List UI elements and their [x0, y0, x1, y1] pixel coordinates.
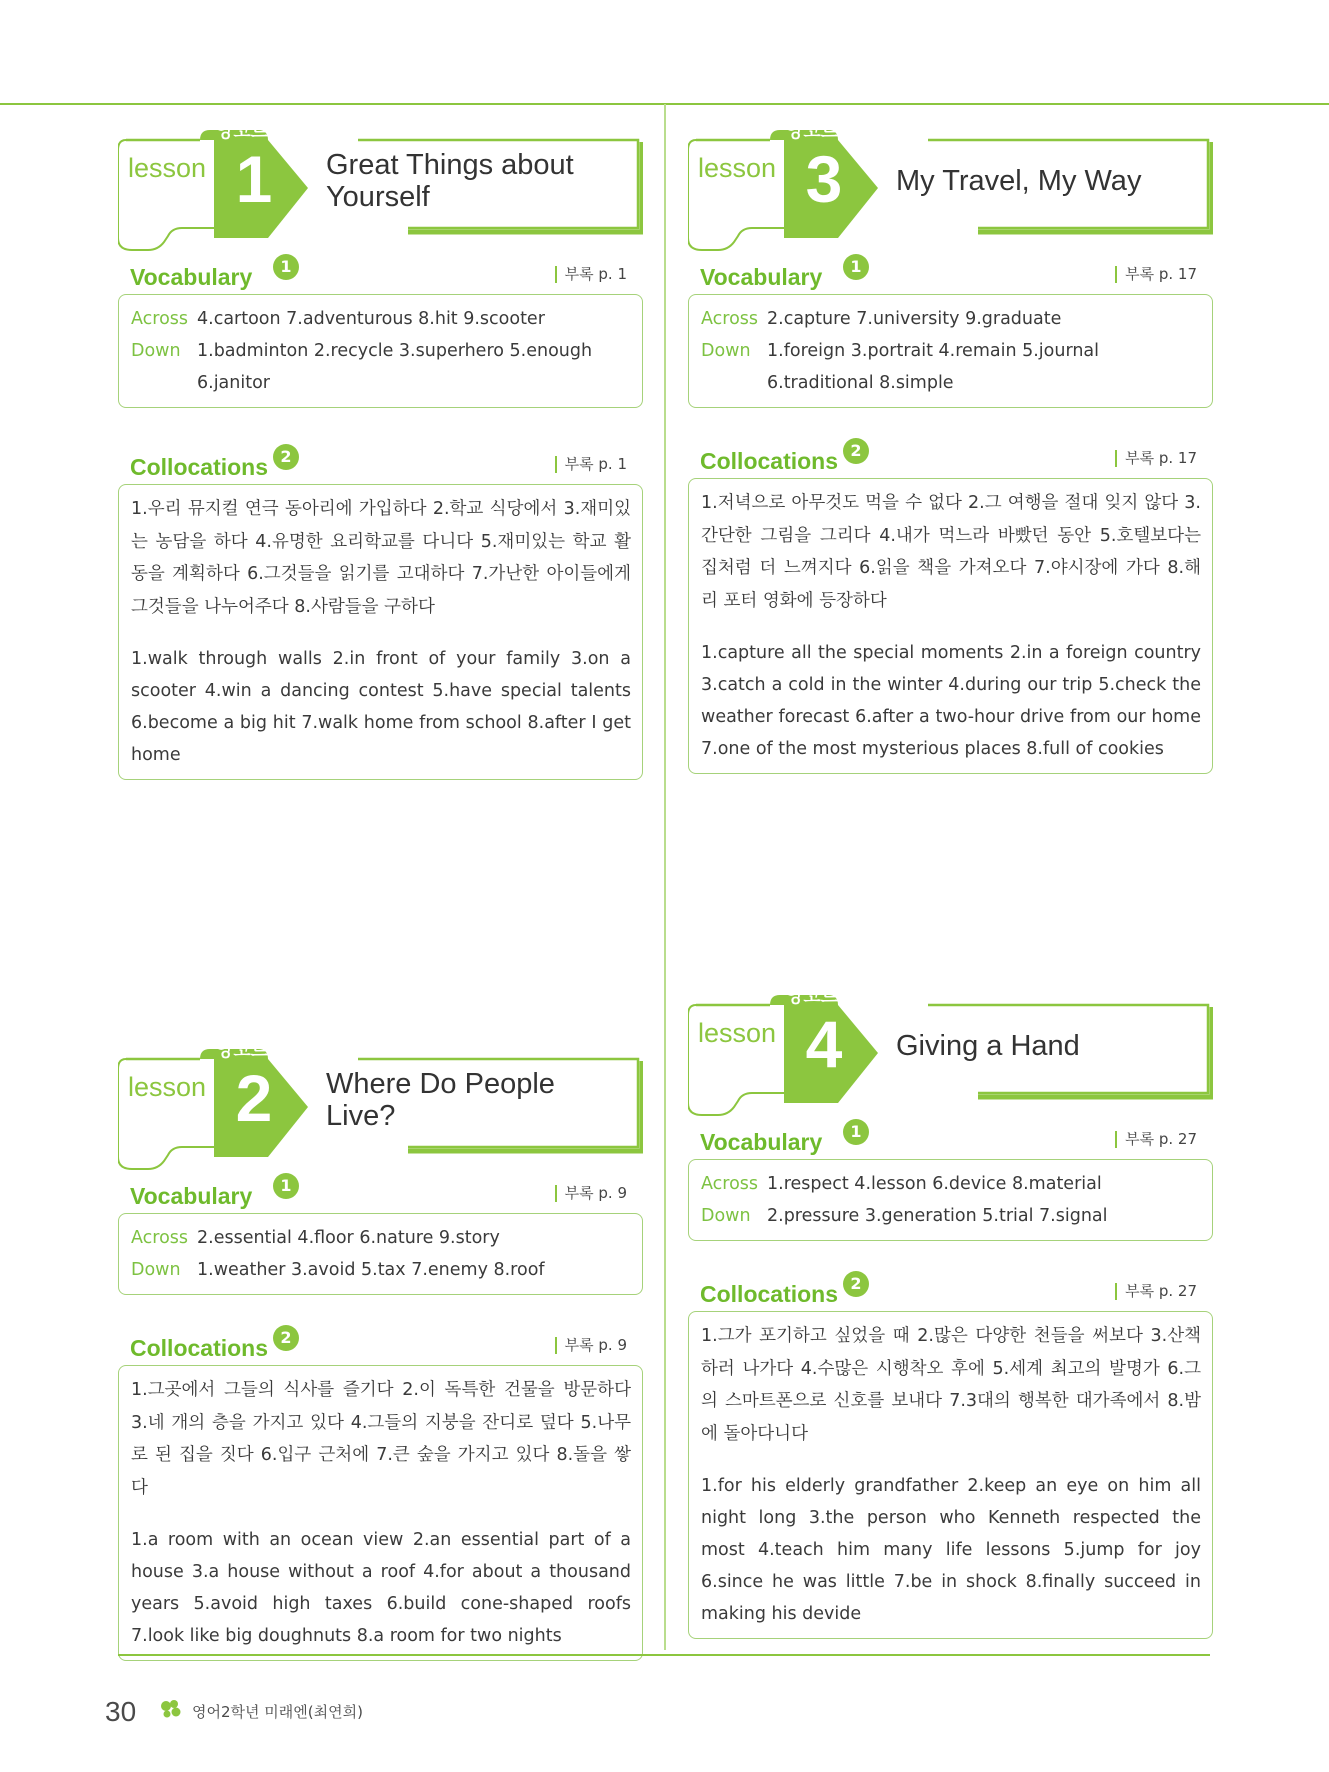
across-row: [701, 303, 1201, 335]
book-title: 영어2학년 미래엔(최연희): [192, 1703, 363, 1721]
section-badge: 1: [273, 254, 299, 280]
section-badge: 2: [273, 444, 299, 470]
lesson-header: [118, 121, 643, 240]
lesson-word: lesson: [128, 153, 207, 183]
vocabulary-box: [688, 1159, 1213, 1241]
lesson-word: lesson: [698, 153, 777, 183]
vocabulary-section: [688, 1119, 1213, 1241]
across-answers: 2.essential 4.floor 6.nature 9.story: [197, 1228, 500, 1248]
lesson-word: lesson: [128, 1072, 207, 1102]
encore-label: 앙코르: [216, 1040, 269, 1061]
vocabulary-label: Vocabulary: [130, 1183, 253, 1209]
appendix-page-ref: 부록 p. 1: [555, 266, 627, 283]
encore-label: 앙코르: [786, 121, 839, 142]
down-label: Down: [701, 1206, 751, 1226]
vocabulary-label: Vocabulary: [130, 264, 253, 290]
down-row: [131, 335, 631, 399]
vocabulary-label: Vocabulary: [700, 1129, 823, 1155]
down-label: Down: [131, 341, 181, 361]
collocations-section: [688, 1271, 1213, 1639]
lesson-3-block: [688, 121, 1213, 774]
collocations-section: [688, 438, 1213, 774]
vocabulary-header: [688, 1119, 1213, 1159]
section-badge: 2: [843, 1271, 869, 1297]
collocations-section: [118, 444, 643, 780]
section-badge: 1: [843, 254, 869, 280]
across-label: Across: [131, 309, 189, 329]
collocations-box: [118, 1365, 643, 1661]
down-answers: 1.badminton 2.recycle 3.superhero 5.enough 6.janitor: [197, 341, 593, 393]
across-row: [131, 303, 631, 335]
lesson-title-line2: Yourself: [326, 181, 430, 213]
appendix-page-ref: 부록 p. 17: [1115, 450, 1197, 467]
collocations-label: Collocations: [130, 454, 269, 480]
english-answers: 1.capture all the special moments 2.in a foreign country 3.catch a cold in the winter 4.during our trip 5.check the weather forecast 6.after a two-hour drive from our home 7.one of the most mysterious places 8.full of cookies: [701, 643, 1201, 759]
collocations-header: [688, 1271, 1213, 1311]
lesson-title: [896, 1030, 1080, 1062]
encore-label: 앙코르: [786, 986, 839, 1007]
lesson-header: [688, 986, 1213, 1105]
lesson-number: 2: [235, 1061, 273, 1135]
collocations-box: [118, 484, 643, 780]
appendix-page-ref: 부록 p. 17: [1115, 266, 1197, 283]
collocations-section: [118, 1325, 643, 1661]
bottom-rule: [118, 1654, 1210, 1656]
vocabulary-box: [118, 294, 643, 408]
down-row: [131, 1254, 631, 1286]
appendix-page-ref: 부록 p. 27: [1115, 1131, 1197, 1148]
vocabulary-label: Vocabulary: [700, 264, 823, 290]
lesson-title: [896, 165, 1141, 197]
down-row: [701, 1200, 1201, 1232]
vocabulary-box: [118, 1213, 643, 1295]
collocations-header: [118, 1325, 643, 1365]
section-badge: 2: [843, 438, 869, 464]
lesson-4-block: [688, 986, 1213, 1639]
down-answers: 2.pressure 3.generation 5.trial 7.signal: [767, 1206, 1108, 1226]
korean-answers: 1.저녁으로 아무것도 먹을 수 없다 2.그 여행을 절대 잊지 않다 3.간단한 그림을 그리다 4.내가 먹느라 바빴던 동안 5.호텔보다는 집처럼 더 느껴지다 6.읽을 책을 가져오다 7.야시장에 가다 8.해리 포터 영화에 등장하다: [701, 493, 1201, 611]
vocabulary-section: [118, 1173, 643, 1295]
down-label: Down: [131, 1260, 181, 1280]
down-answers: 1.weather 3.avoid 5.tax 7.enemy 8.roof: [197, 1260, 545, 1280]
lesson-title-line2: Live?: [326, 1100, 396, 1132]
collocations-label: Collocations: [700, 448, 839, 474]
across-label: Across: [701, 1174, 759, 1194]
korean-answers: 1.그가 포기하고 싶었을 때 2.많은 다양한 천들을 써보다 3.산책하러 나가다 4.수많은 시행착오 후에 5.세계 최고의 발명가 6.그의 스마트폰으로 신호를 보내다 7.3대의 행복한 대가족에서 8.밤에 돌아다니다: [701, 1326, 1201, 1444]
lesson-number: 1: [235, 142, 273, 216]
across-row: [131, 1222, 631, 1254]
lesson-number: 4: [805, 1007, 843, 1081]
lesson-header: [688, 121, 1213, 240]
down-answers: 1.foreign 3.portrait 4.remain 5.journal 6.traditional 8.simple: [767, 341, 1100, 393]
lesson-title-line1: Giving a Hand: [896, 1030, 1080, 1062]
section-badge: 1: [843, 1119, 869, 1145]
english-answers: 1.walk through walls 2.in front of your family 3.on a scooter 4.win a dancing contest 5.have special talents 6.become a big hit 7.walk home from school 8.after I get home: [131, 649, 631, 765]
vocabulary-header: [118, 254, 643, 294]
vocabulary-section: [118, 254, 643, 408]
lesson-title-line1: My Travel, My Way: [896, 165, 1142, 197]
column-divider: [664, 104, 666, 1650]
across-answers: 1.respect 4.lesson 6.device 8.material: [767, 1174, 1102, 1194]
across-label: Across: [131, 1228, 189, 1248]
vocabulary-header: [118, 1173, 643, 1213]
appendix-page-ref: 부록 p. 9: [555, 1337, 627, 1354]
korean-answers: 1.우리 뮤지컬 연극 동아리에 가입하다 2.학교 식당에서 3.재미있는 농담을 하다 4.유명한 요리학교를 다니다 5.재미있는 학교 활동을 계획하다 6.그것들을 읽기를 고대하다 7.가난한 아이들에게 그것들을 나누어주다 8.사람들을 구하다: [131, 499, 631, 617]
clover-icon: [158, 1697, 184, 1723]
across-label: Across: [701, 309, 759, 329]
across-answers: 2.capture 7.university 9.graduate: [767, 309, 1062, 329]
lesson-title-line1: Where Do People: [326, 1068, 555, 1100]
collocations-header: [118, 444, 643, 484]
down-row: [701, 335, 1201, 399]
encore-label: 앙코르: [216, 121, 269, 142]
korean-answers: 1.그곳에서 그들의 식사를 즐기다 2.이 독특한 건물을 방문하다 3.네 개의 층을 가지고 있다 4.그들의 지붕을 잔디로 덮다 5.나무로 된 집을 짓다 6.입구 근처에 7.큰 숲을 가지고 있다 8.돌을 쌓다: [131, 1380, 631, 1498]
collocations-label: Collocations: [130, 1335, 269, 1361]
section-badge: 2: [273, 1325, 299, 1351]
english-answers: 1.for his elderly grandfather 2.keep an eye on him all night long 3.the person who Kenneth respected the most 4.teach him many life lessons 5.jump for joy 6.since he was little 7.be in shock 8.finally succeed in making his devide: [701, 1476, 1201, 1624]
vocabulary-section: [688, 254, 1213, 408]
collocations-box: [688, 1311, 1213, 1639]
lesson-title: [326, 1068, 555, 1132]
section-badge: 1: [273, 1173, 299, 1199]
collocations-header: [688, 438, 1213, 478]
lesson-title-line1: Great Things about: [326, 149, 574, 181]
page-number: 30: [105, 1696, 137, 1727]
appendix-page-ref: 부록 p. 27: [1115, 1283, 1197, 1300]
lesson-1-block: [118, 121, 643, 780]
lesson-2-block: [118, 1040, 643, 1661]
vocabulary-header: [688, 254, 1213, 294]
lesson-header: [118, 1040, 643, 1159]
collocations-box: [688, 478, 1213, 774]
lesson-word: lesson: [698, 1018, 777, 1048]
across-answers: 4.cartoon 7.adventurous 8.hit 9.scooter: [197, 309, 545, 329]
across-row: [701, 1168, 1201, 1200]
appendix-page-ref: 부록 p. 9: [555, 1185, 627, 1202]
lesson-number: 3: [805, 142, 843, 216]
appendix-page-ref: 부록 p. 1: [555, 456, 627, 473]
collocations-label: Collocations: [700, 1281, 839, 1307]
vocabulary-box: [688, 294, 1213, 408]
down-label: Down: [701, 341, 751, 361]
english-answers: 1.a room with an ocean view 2.an essential part of a house 3.a house without a roof 4.for about a thousand years 5.avoid high taxes 6.build cone-shaped roofs 7.look like big doughnuts 8.a room for two nights: [131, 1530, 631, 1646]
lesson-title: [326, 149, 574, 213]
